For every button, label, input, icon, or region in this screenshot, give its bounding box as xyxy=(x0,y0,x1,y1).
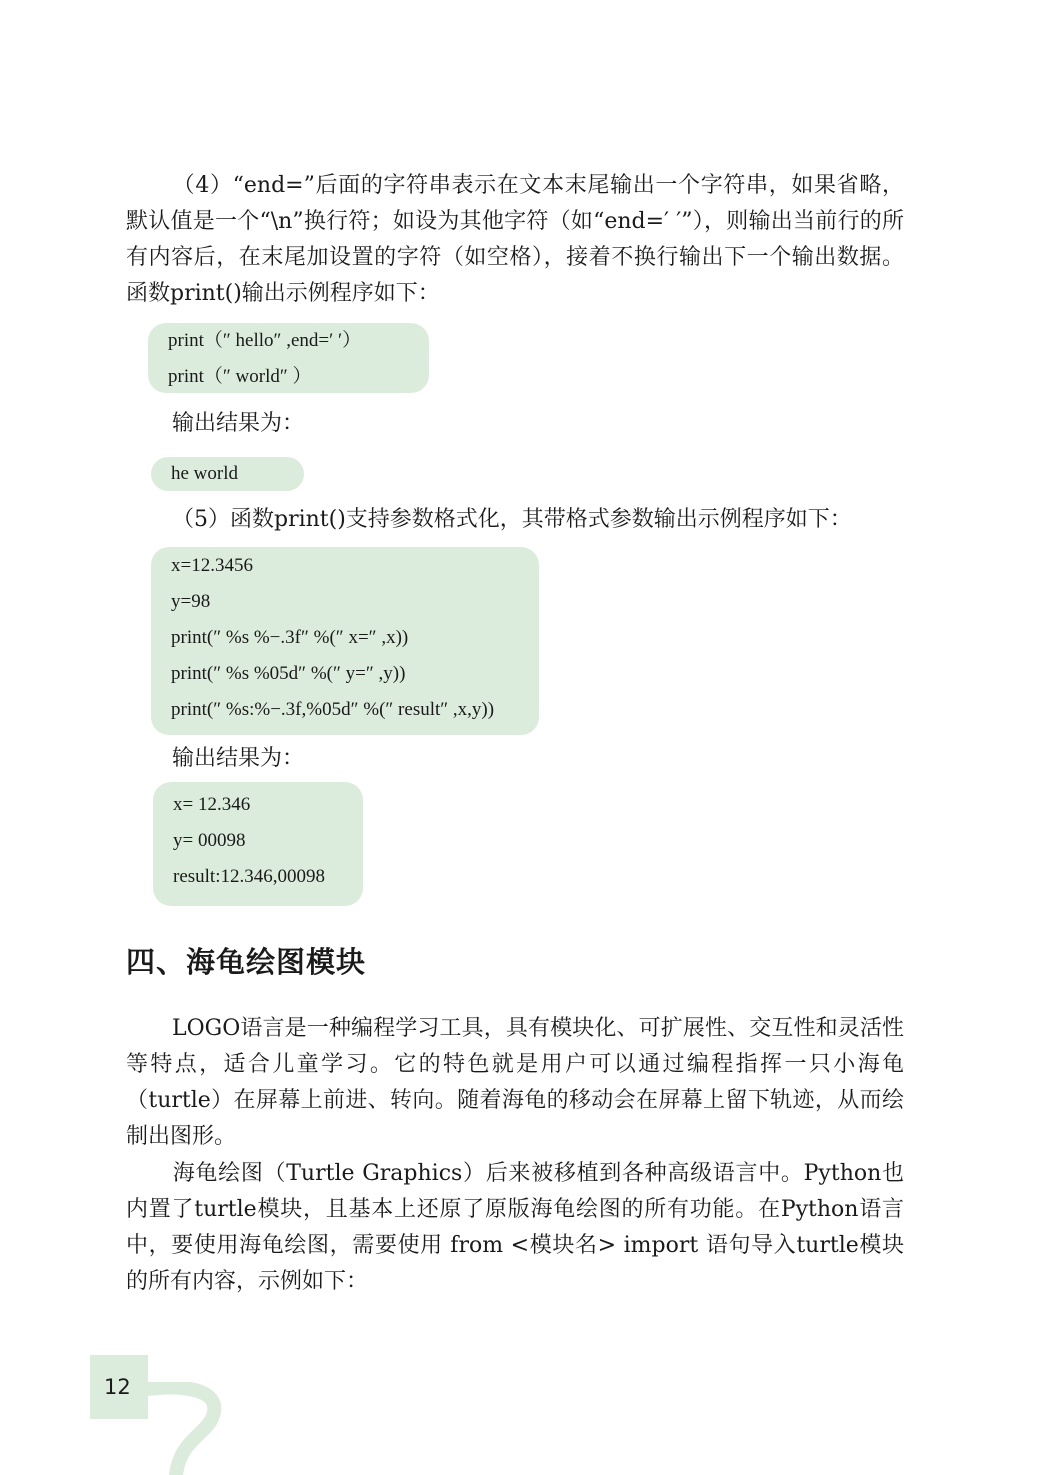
code-line: y=98 xyxy=(171,591,211,612)
code-block-format-output xyxy=(153,782,363,906)
output-label: 输出结果为： xyxy=(172,746,305,771)
paragraph-format-text: （5）函数print()支持参数格式化，其带格式参数输出示例程序如下： xyxy=(172,507,852,532)
paragraph-format xyxy=(126,502,904,538)
code-block-print-end-output xyxy=(151,457,304,491)
code-line: result:12.346,00098 xyxy=(173,866,325,887)
page-hook-decoration xyxy=(140,1382,230,1475)
paragraph-turtle-text: 海龟绘图（Turtle Graphics）后来被移植到各种高级语言中。Python也内置了turtle模块，且基本上还原了原版海龟绘图的所有功能。在Python语言中，要使用海龟绘图，需要使用 from <模块名> import 语句导入turtle模块的所有内容，示例如下： xyxy=(126,1161,904,1294)
code-line: print（″ world″ ） xyxy=(168,366,312,387)
code-line: print(″ %s:%−.3f,%05d″ %(″ result″ ,x,y)) xyxy=(171,699,495,720)
paragraph-logo-text: LOGO语言是一种编程学习工具，具有模块化、可扩展性、交互性和灵活性等特点，适合儿童学习。它的特色就是用户可以通过编程指挥一只小海龟（turtle）在屏幕上前进、转向。随着海龟的移动会在屏幕上留下轨迹，从而绘制出图形。 xyxy=(126,1016,904,1149)
paragraph-logo xyxy=(126,1011,904,1155)
section-heading: 四、海龟绘图模块 xyxy=(126,945,367,979)
code-line: x=12.3456 xyxy=(171,555,253,576)
paragraph-end-param-text: （4）“end=”后面的字符串表示在文本末尾输出一个字符串，如果省略，默认值是一个“\n”换行符；如设为其他字符（如“end=′ ′”），则输出当前行的所有内容后，在末尾加设置的字符（如空格），接着不换行输出下一个输出数据。函数print()输出示例程序如下： xyxy=(126,173,904,306)
paragraph-turtle xyxy=(126,1156,904,1300)
code-line: x= 12.346 xyxy=(173,794,251,815)
code-block-print-end xyxy=(148,323,429,393)
code-block-format xyxy=(151,547,539,735)
code-line: he world xyxy=(171,463,239,484)
page-number: 12 xyxy=(104,1375,131,1399)
paragraph-end-param xyxy=(126,168,904,312)
code-line: print（″ hello″ ,end=′ ′） xyxy=(168,330,362,351)
code-line: print(″ %s %−.3f″ %(″ x=″ ,x)) xyxy=(171,627,409,648)
code-line: y= 00098 xyxy=(173,830,246,851)
code-line: print(″ %s %05d″ %(″ y=″ ,y)) xyxy=(171,663,406,684)
output-label: 输出结果为： xyxy=(172,411,305,436)
